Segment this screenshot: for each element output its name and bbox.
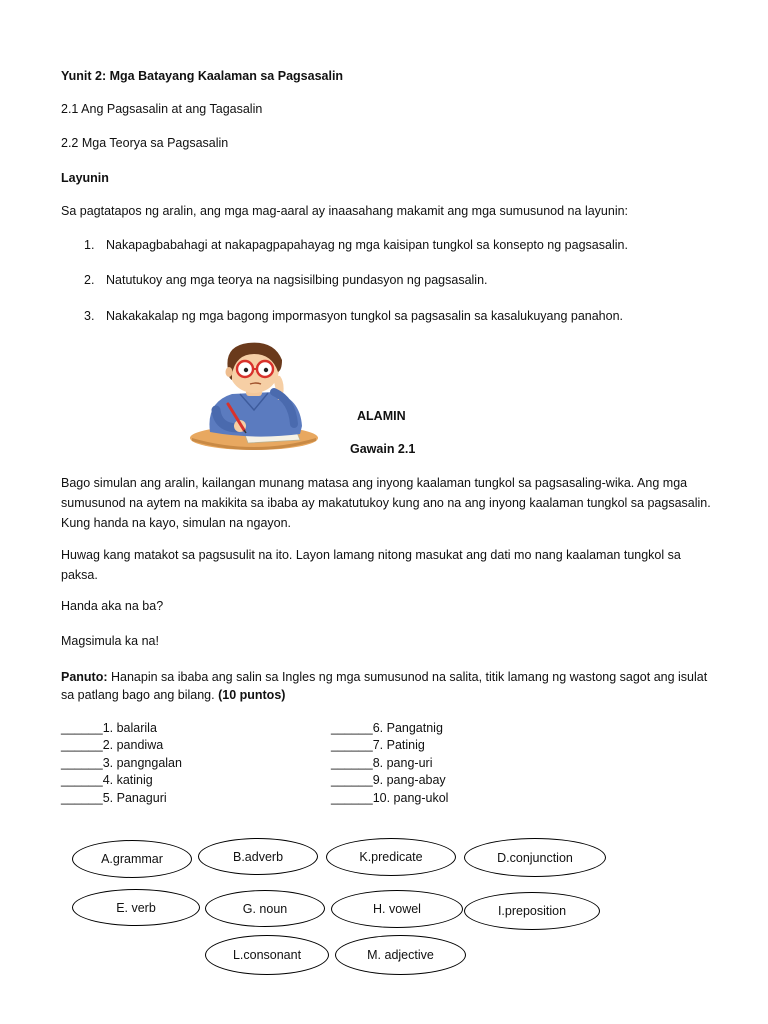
list-number: 1. <box>84 238 95 252</box>
choice-oval-h: H. vowel <box>331 890 463 928</box>
instructions-points: (10 puntos) <box>218 688 286 702</box>
choice-oval-e: E. verb <box>72 889 200 926</box>
intro-paragraph: Bago simulan ang aralin, kailangan munang matasa ang inyong kaalaman tungkol sa pagsasaling-wika. Ang mga sumusunod na aytem na makikita sa ibaba ay makatutukoy kung ano na ang inyong kaalaman tungkol sa pagsasalin. Kung handa na kayo, simulan na ngayon. <box>61 476 711 530</box>
objectives-heading: Layunin <box>61 171 109 185</box>
choice-oval-m: M. adjective <box>335 935 466 975</box>
list-text: Natutukoy ang mga teorya na nagsisilbing pundasyon ng pagsasalin. <box>106 273 488 287</box>
choice-oval-k: K.predicate <box>326 838 456 876</box>
choice-oval-b: B.adverb <box>198 838 318 875</box>
alamin-heading: ALAMIN <box>357 409 406 423</box>
ready-question: Handa aka na ba? <box>61 599 164 613</box>
exercise-item: ______5. Panaguri <box>61 791 167 805</box>
list-number: 2. <box>84 273 95 287</box>
exercise-item: ______3. pangngalan <box>61 756 182 770</box>
objectives-intro: Sa pagtatapos ng aralin, ang mga mag-aaral ay inaasahang makamit ang mga sumusunod na layunin: <box>61 204 629 218</box>
exercise-item: ______8. pang-uri <box>331 756 433 770</box>
exercise-item: ______10. pang-ukol <box>331 791 449 805</box>
exercise-item: ______4. katinig <box>61 773 153 787</box>
exercise-item: ______2. pandiwa <box>61 738 164 752</box>
exercise-item: ______9. pang-abay <box>331 773 446 787</box>
section-heading-2-1: 2.1 Ang Pagsasalin at ang Tagasalin <box>61 102 263 116</box>
choice-oval-a: A.grammar <box>72 840 192 878</box>
exercise-item: ______1. balarila <box>61 721 157 735</box>
exercise-item: ______6. Pangatnig <box>331 721 443 735</box>
student-thinking-illustration <box>188 340 320 454</box>
start-prompt: Magsimula ka na! <box>61 634 159 648</box>
section-heading-2-2: 2.2 Mga Teorya sa Pagsasalin <box>61 136 229 150</box>
exercise-item: ______7. Patinig <box>331 738 425 752</box>
activity-title: Gawain 2.1 <box>350 442 416 456</box>
instructions-label: Panuto: <box>61 670 108 684</box>
choice-oval-i: I.preposition <box>464 892 600 930</box>
choice-oval-g: G. noun <box>205 890 325 927</box>
list-text: Nakakakalap ng mga bagong impormasyon tungkol sa pagsasalin sa kasalukuyang panahon. <box>106 309 624 323</box>
instructions-text: Hanapin sa ibaba ang salin sa Ingles ng mga sumusunod na salita, titik lamang ng wastong sagot ang isulat sa patlang bago ang bilang. <box>61 670 708 702</box>
list-number: 3. <box>84 309 95 323</box>
list-text: Nakapagbabahagi at nakapagpapahayag ng mga kaisipan tungkol sa konsepto ng pagsasalin. <box>106 238 628 252</box>
choice-oval-l: L.consonant <box>205 935 329 975</box>
unit-title: Yunit 2: Mga Batayang Kaalaman sa Pagsasalin <box>61 69 344 83</box>
choice-oval-d: D.conjunction <box>464 838 606 877</box>
instructions <box>61 668 711 704</box>
reassurance-paragraph: Huwag kang matakot sa pagsusulit na ito. Layon lamang nitong masukat ang dati mo nang kaalaman tungkol sa paksa. <box>61 548 681 582</box>
